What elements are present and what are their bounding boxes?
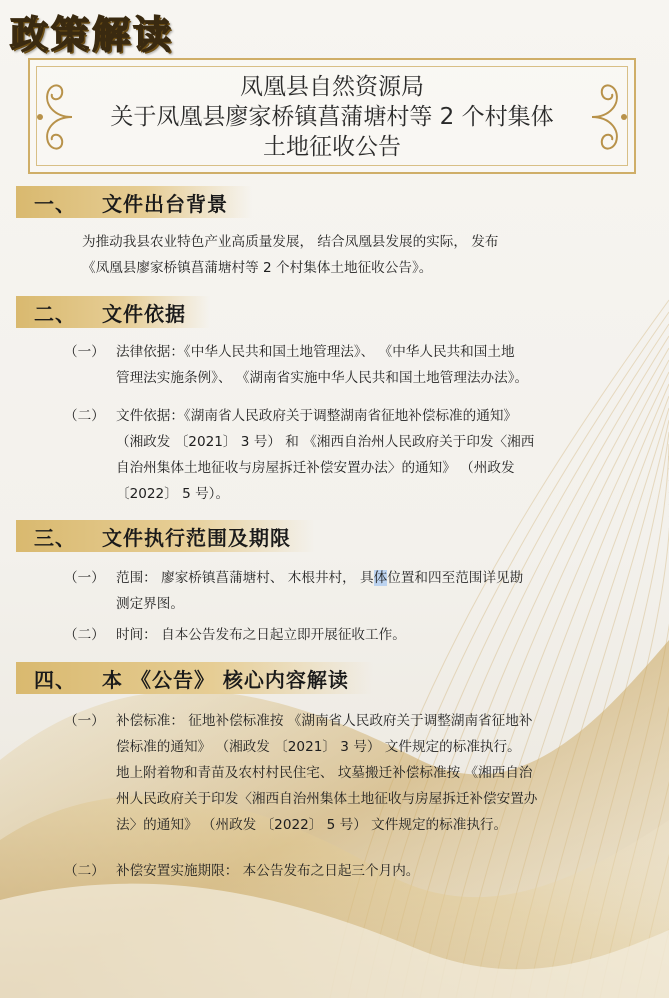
notice-title-line3: 土地征收公告 — [263, 134, 401, 160]
paragraph-line: 地上附着物和青苗及农村村民住宅、 坟墓搬迁补偿标准按 《湘西自治 — [116, 765, 533, 781]
item-text — [116, 708, 537, 838]
item-label: （二） — [64, 863, 105, 879]
section-title: 文件出台背景 — [102, 191, 228, 216]
notice-title-frame — [28, 58, 636, 174]
item-label: （一） — [64, 344, 105, 360]
notice-title-line1: 凤凰县自然资源局 — [240, 74, 424, 100]
paragraph-line: 为推动我县农业特色产业高质量发展， 结合凤凰县发展的实际， 发布 — [82, 234, 499, 250]
paragraph-line: 偿标准的通知》 （湘政发 〔2021〕 3 号） 文件规定的标准执行。 — [116, 739, 521, 755]
section-number: 二、 — [34, 301, 76, 326]
item-label: （二） — [64, 627, 105, 643]
item-label: （一） — [64, 713, 105, 729]
section-number: 一、 — [34, 191, 76, 216]
notice-title-line2: 关于凤凰县廖家桥镇菖蒲塘村等 2 个村集体 — [110, 104, 554, 130]
item-text — [116, 339, 528, 391]
item-text — [116, 565, 523, 617]
section-heading-2 — [16, 296, 210, 328]
paragraph-line: 州人民政府关于印发〈湘西自治州集体土地征收与房屋拆迁补偿安置办 — [116, 791, 538, 807]
paragraph-line: 补偿标准： 征地补偿标准按 《湖南省人民政府关于调整湖南省征地补 — [116, 713, 533, 729]
paragraph-line: （湘政发 〔2021〕 3 号） 和 《湘西自治州人民政府关于印发〈湘西 — [116, 434, 535, 450]
section-title: 本 《公告》 核心内容解读 — [102, 667, 349, 692]
item-text: 时间： 自本公告发布之日起立即开展征收工作。 — [116, 627, 406, 643]
section-title: 文件执行范围及期限 — [102, 525, 291, 550]
section-heading-3 — [16, 520, 315, 552]
section1-paragraph — [82, 229, 498, 281]
item-label: （二） — [64, 408, 105, 424]
item-text — [116, 403, 534, 507]
paragraph-line: 测定界图。 — [116, 596, 184, 612]
paragraph-line: 法〉的通知》 （州政发 〔2022〕 5 号） 文件规定的标准执行。 — [116, 817, 508, 833]
section-heading-4 — [16, 662, 373, 694]
text-segment: 位置和四至范围详见勘 — [387, 570, 524, 586]
item-text: 补偿安置实施期限： 本公告发布之日起三个月内。 — [116, 863, 420, 879]
page-title: 政策解读 — [10, 12, 175, 57]
paragraph-line — [116, 565, 523, 591]
section-number: 四、 — [34, 667, 76, 692]
section-number: 三、 — [34, 525, 76, 550]
paragraph-line: 自治州集体土地征收与房屋拆迁补偿安置办法〉的通知》 （州政发 — [116, 460, 515, 476]
section-heading-1 — [16, 186, 252, 218]
paragraph-line: 《凤凰县廖家桥镇菖蒲塘村等 2 个村集体土地征收公告》。 — [82, 260, 433, 276]
section-title: 文件依据 — [102, 301, 186, 326]
item-label: （一） — [64, 570, 105, 586]
paragraph-line: 管理法实施条例》、 《湖南省实施中华人民共和国土地管理法办法》。 — [116, 370, 529, 386]
paragraph-line: 〔2022〕 5 号）。 — [116, 486, 230, 502]
text-segment: 范围： 廖家桥镇菖蒲塘村、 木根井村， 具 — [116, 570, 374, 586]
paragraph-line: 法律依据：《中华人民共和国土地管理法》、 《中华人民共和国土地 — [116, 344, 515, 360]
selected-text: 体 — [373, 570, 388, 586]
paragraph-line: 文件依据：《湖南省人民政府关于调整湖南省征地补偿标准的通知》 — [116, 408, 518, 424]
notice-title — [30, 72, 634, 162]
